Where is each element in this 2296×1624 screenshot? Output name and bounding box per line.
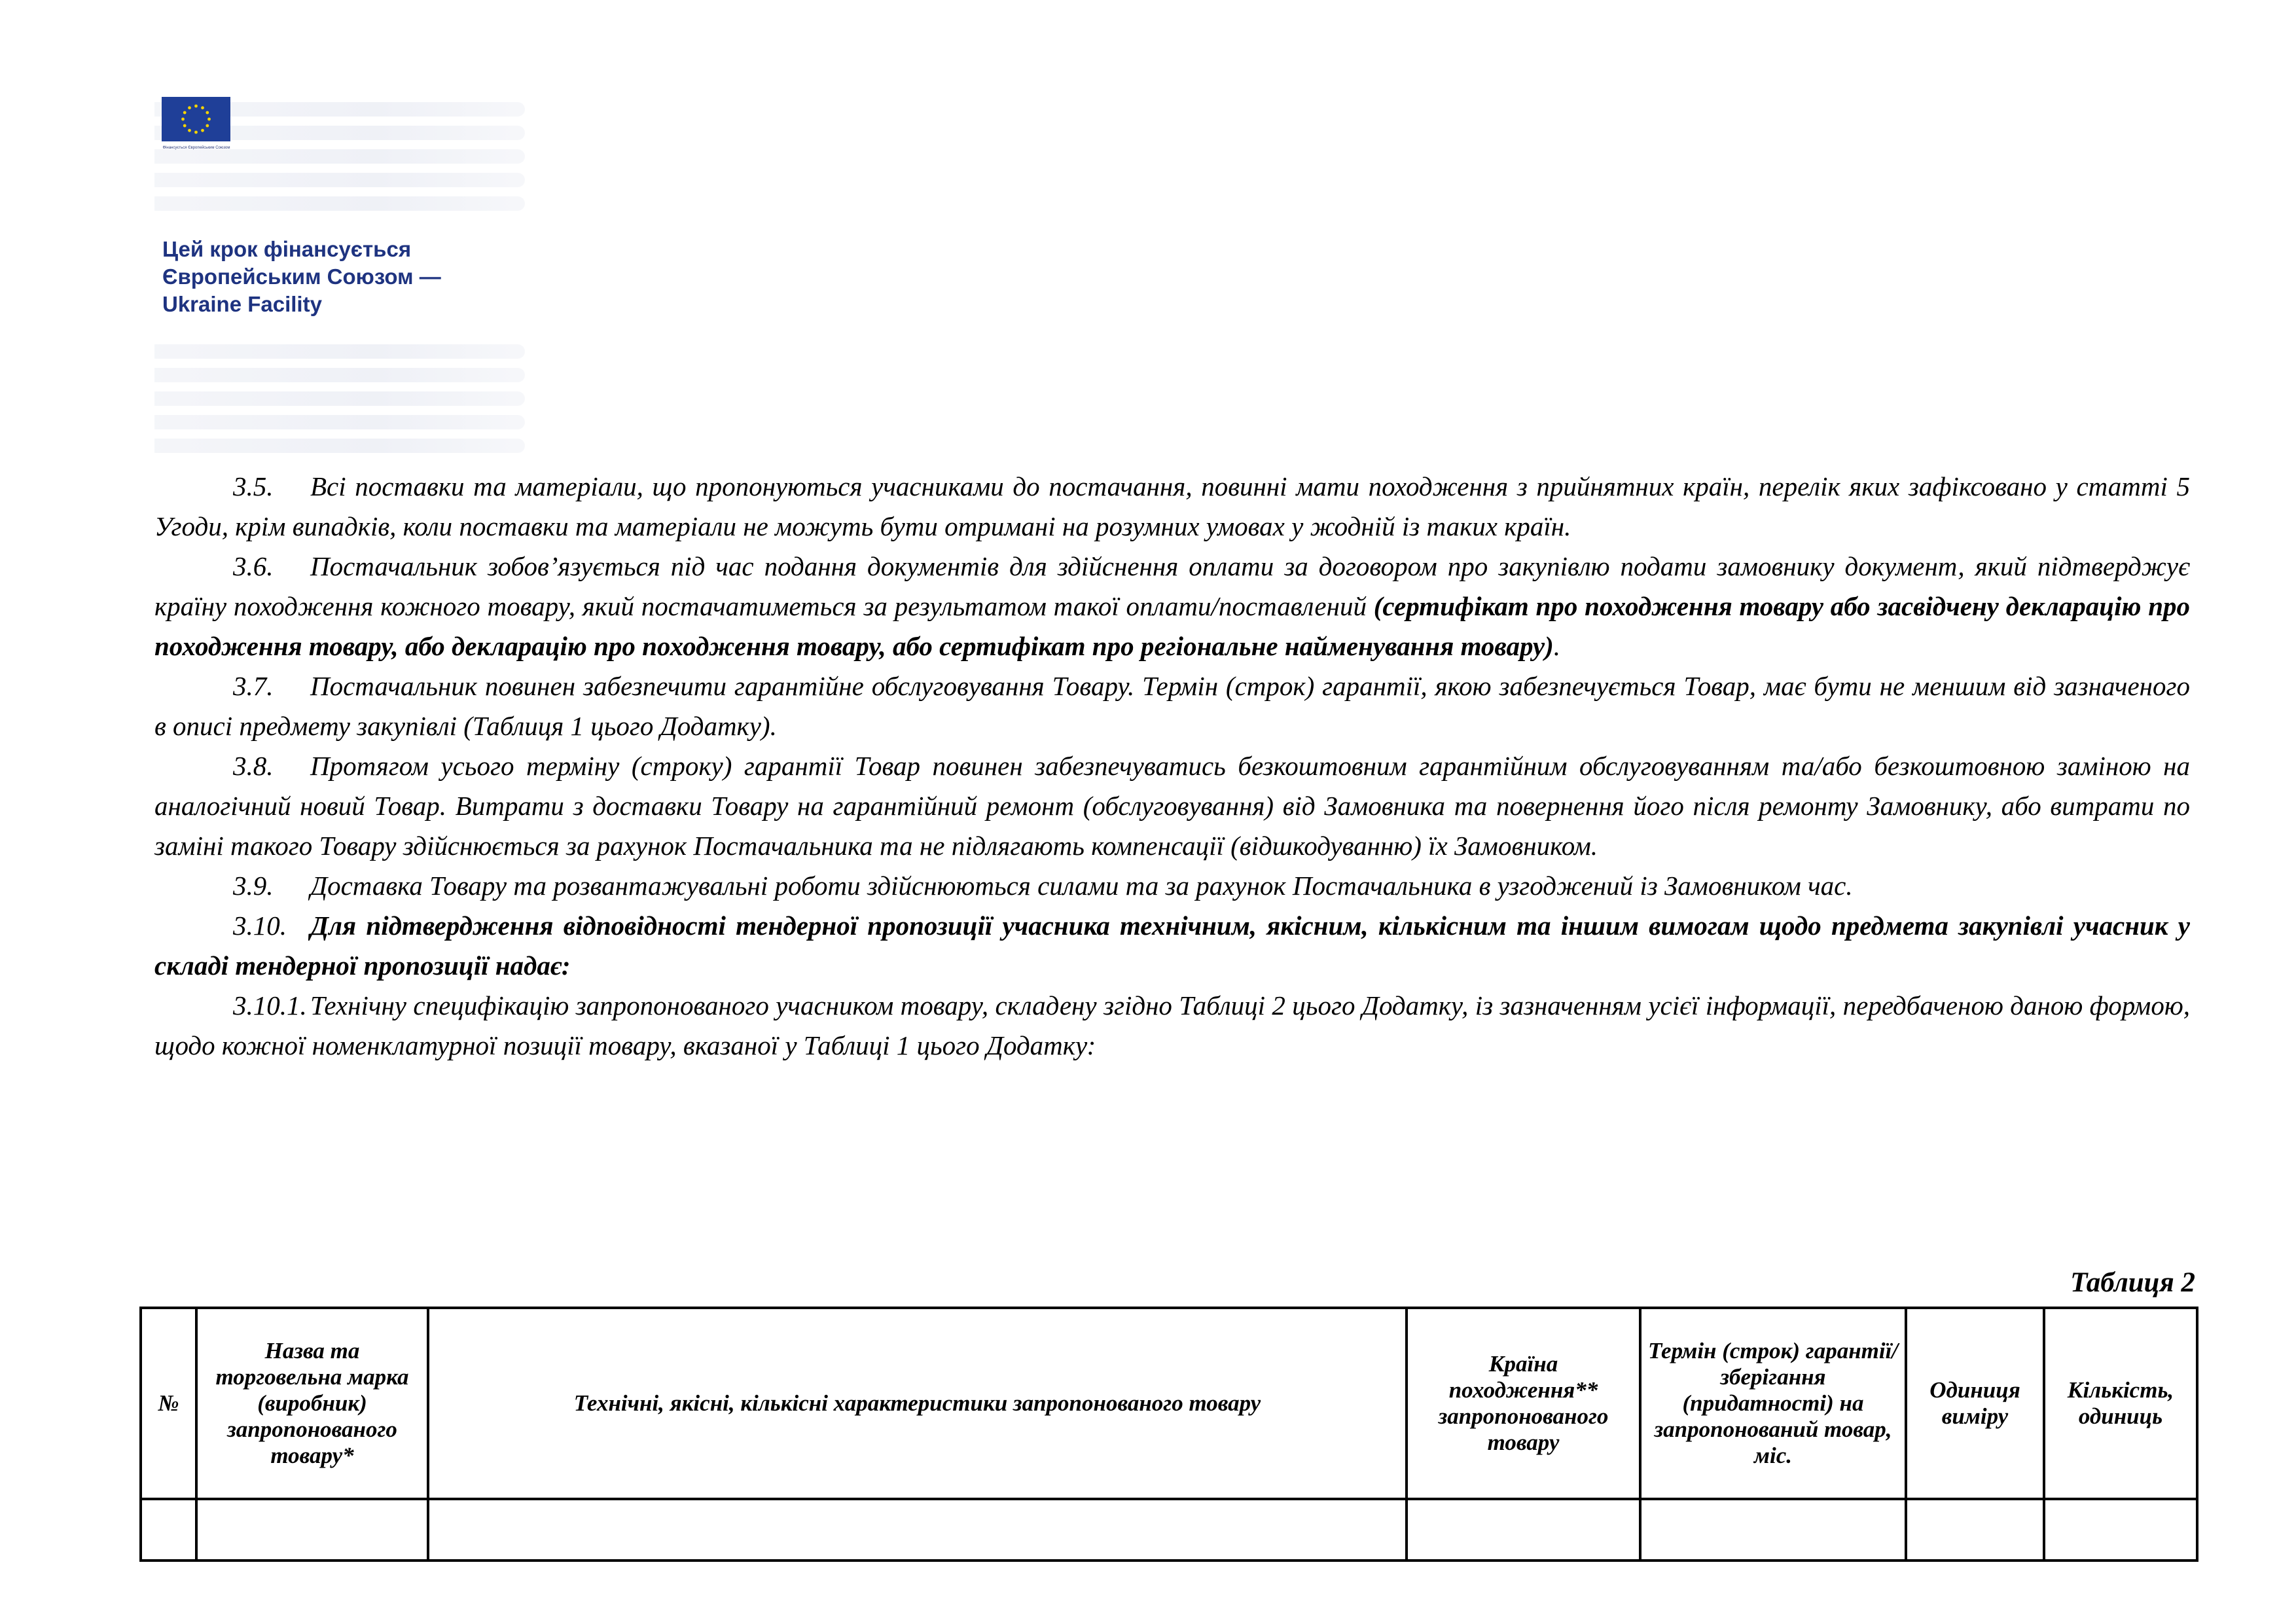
specification-table — [139, 1307, 2198, 1562]
decorative-stripe — [154, 149, 525, 164]
banner-title-line: Цей крок фінансується — [162, 237, 412, 261]
banner-title — [162, 236, 516, 318]
clause-3-9 — [154, 866, 2190, 906]
cell-country[interactable] — [1407, 1499, 1640, 1561]
col-header-name-brand: Назва та торговельна марка (виробник) запропонованого товару* — [196, 1308, 428, 1499]
cell-warranty[interactable] — [1640, 1499, 1906, 1561]
clause-text: Протягом усього терміну (строку) гарантії Товар повинен забезпечуватись безкоштовним гарантійним обслуговуванням та/або безкоштовною заміною на аналогічний новий Товар. Витрати з доставки Товару на гарантійний ремонт (обслуговування) від Замовника та повернення його після ремонту Замовнику, або витрати по заміні такого Товару здійснюється за рахунок Постачальника та не підлягають компенсації (відшкодуванню) їх Замовником. — [154, 751, 2190, 861]
clause-number: 3.9. — [233, 871, 274, 901]
banner-title-line: Ukraine Facility — [162, 292, 322, 316]
cell-quantity[interactable] — [2044, 1499, 2197, 1561]
decorative-stripe — [154, 344, 525, 359]
clause-number: 3.5. — [233, 471, 274, 501]
document-body — [154, 467, 2190, 1066]
clause-text: Технічну специфікацію запропонованого учасником товару, складену згідно Таблиці 2 цього Додатку, із зазначенням усієї інформації, передбаченою даною формою, щодо кожної номенклатурної позиції товару, вказаної у Таблиці 1 цього Додатку: — [154, 990, 2190, 1060]
eu-funding-banner — [154, 97, 525, 467]
clause-tail: . — [1553, 631, 1561, 661]
col-header-unit: Одиниця виміру — [1906, 1308, 2044, 1499]
decorative-stripe — [154, 368, 525, 382]
cell-name-brand[interactable] — [196, 1499, 428, 1561]
clause-bold-text: (сертифікат про походження товару або засвідчену декларацію про походження товару, або декларацію про походження товару, або сертифікат про регіональне найменування товару) — [154, 591, 2190, 661]
clause-text: Постачальник повинен забезпечити гарантійне обслуговування Товару. Термін (строк) гарантії, якою забезпечується Товар, має бути не меншим від зазначеного в описі предмету закупівлі (Таблиця 1 цього Додатку). — [154, 671, 2190, 741]
cell-unit[interactable] — [1906, 1499, 2044, 1561]
cell-number[interactable] — [141, 1499, 196, 1561]
clause-bold-text: Для підтвердження відповідності тендерної пропозиції учасника технічним, якісним, кількісним та іншим вимогам щодо предмета закупівлі учасник у складі тендерної пропозиції надає: — [154, 911, 2190, 981]
flag-caption: Фінансується Європейським Союзом — [162, 146, 230, 150]
cell-characteristics[interactable] — [428, 1499, 1407, 1561]
decorative-stripe — [154, 391, 525, 406]
clause-text: Доставка Товару та розвантажувальні роботи здійснюються силами та за рахунок Постачальника в узгоджений із Замовником час. — [310, 871, 1853, 901]
decorative-stripe — [154, 196, 525, 211]
clause-3-10-1 — [154, 986, 2190, 1066]
col-header-warranty: Термін (строк) гарантії/зберігання (придатності) на запропонований товар, міс. — [1640, 1308, 1906, 1499]
clause-number: 3.10.1. — [233, 990, 307, 1020]
decorative-stripe — [154, 173, 525, 187]
clause-text: Постачальник зобов’язується під час подання документів для здійснення оплати за договором про закупівлю подати замовнику документ, який підтверджує країну походження кожного товару, який постачатиметься за результатом такої оплати/поставлений — [154, 551, 2190, 621]
clause-3-8 — [154, 746, 2190, 866]
eu-flag-icon — [162, 97, 230, 141]
clause-3-10 — [154, 906, 2190, 986]
col-header-number: № — [141, 1308, 196, 1499]
clause-number: 3.6. — [233, 551, 274, 581]
clause-text: Всі поставки та матеріали, що пропонуються учасниками до постачання, повинні мати походження з прийнятних країн, перелік яких зафіксовано у статті 5 Угоди, крім випадків, коли поставки та матеріали не можуть бути отримані на розумних умовах у жодній із таких країн. — [154, 471, 2190, 541]
clause-number: 3.7. — [233, 671, 274, 701]
clause-number: 3.10. — [233, 911, 287, 941]
clause-3-6 — [154, 547, 2190, 666]
col-header-characteristics: Технічні, якісні, кількісні характеристики запропонованого товару — [428, 1308, 1407, 1499]
decorative-stripe — [154, 439, 525, 453]
table-caption: Таблиця 2 — [2070, 1267, 2195, 1298]
clause-number: 3.8. — [233, 751, 274, 781]
clause-3-7 — [154, 666, 2190, 746]
decorative-stripe — [154, 415, 525, 429]
col-header-quantity: Кількість, одиниць — [2044, 1308, 2197, 1499]
table-row — [141, 1499, 2197, 1561]
table-header-row — [141, 1308, 2197, 1499]
banner-title-line: Європейським Союзом — — [162, 264, 441, 289]
clause-3-5 — [154, 467, 2190, 547]
col-header-country: Країна походження** запропонованого товару — [1407, 1308, 1640, 1499]
